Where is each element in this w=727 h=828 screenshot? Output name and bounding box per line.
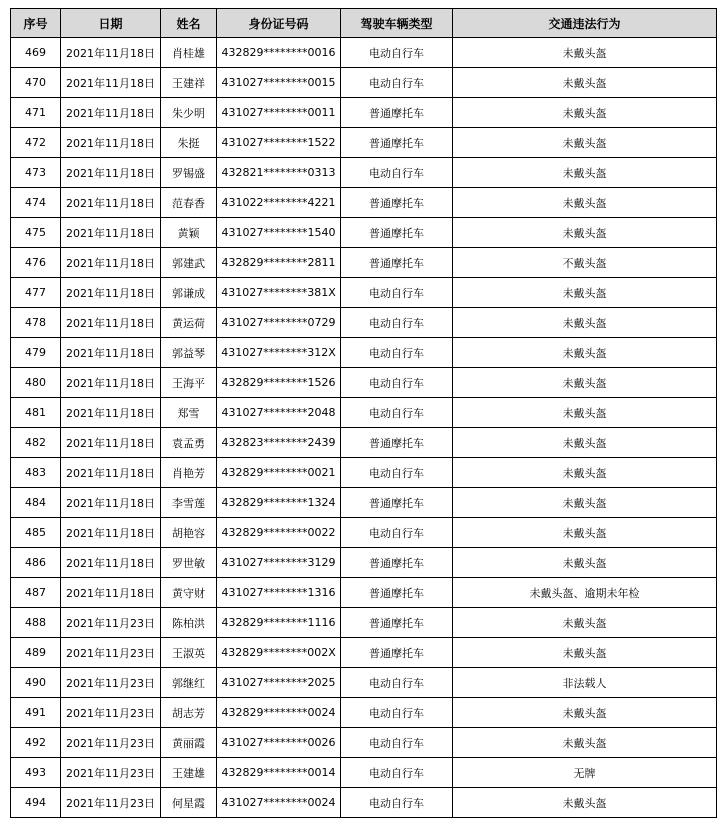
table-row <box>11 458 717 488</box>
cell-violation: 未戴头盔 <box>453 728 717 758</box>
cell-date: 2021年11月18日 <box>61 188 161 218</box>
cell-name: 王建祥 <box>161 68 217 98</box>
cell-index: 493 <box>11 758 61 788</box>
table-row <box>11 128 717 158</box>
cell-id-number: 432829********1324 <box>217 488 341 518</box>
cell-violation: 未戴头盔、逾期未年检 <box>453 578 717 608</box>
cell-name: 黄运荷 <box>161 308 217 338</box>
table-row <box>11 548 717 578</box>
table-body <box>11 38 717 818</box>
cell-violation: 未戴头盔 <box>453 338 717 368</box>
cell-index: 471 <box>11 98 61 128</box>
cell-name: 罗锡盛 <box>161 158 217 188</box>
table-row <box>11 98 717 128</box>
cell-id-number: 432823********2439 <box>217 428 341 458</box>
cell-date: 2021年11月23日 <box>61 788 161 818</box>
cell-vehicle-type: 普通摩托车 <box>341 608 453 638</box>
cell-date: 2021年11月18日 <box>61 398 161 428</box>
cell-date: 2021年11月18日 <box>61 368 161 398</box>
cell-id-number: 432829********0016 <box>217 38 341 68</box>
cell-date: 2021年11月18日 <box>61 68 161 98</box>
cell-violation: 未戴头盔 <box>453 68 717 98</box>
cell-vehicle-type: 普通摩托车 <box>341 638 453 668</box>
cell-date: 2021年11月18日 <box>61 218 161 248</box>
cell-violation: 不戴头盔 <box>453 248 717 278</box>
cell-date: 2021年11月23日 <box>61 668 161 698</box>
table-row <box>11 758 717 788</box>
cell-id-number: 431027********0024 <box>217 788 341 818</box>
cell-id-number: 432829********0021 <box>217 458 341 488</box>
cell-violation: 未戴头盔 <box>453 98 717 128</box>
cell-violation: 未戴头盔 <box>453 218 717 248</box>
cell-date: 2021年11月18日 <box>61 248 161 278</box>
cell-date: 2021年11月18日 <box>61 548 161 578</box>
cell-name: 郭继红 <box>161 668 217 698</box>
cell-violation: 未戴头盔 <box>453 608 717 638</box>
cell-id-number: 431027********1540 <box>217 218 341 248</box>
cell-id-number: 432829********1526 <box>217 368 341 398</box>
cell-name: 王海平 <box>161 368 217 398</box>
cell-date: 2021年11月23日 <box>61 608 161 638</box>
cell-vehicle-type: 电动自行车 <box>341 758 453 788</box>
cell-index: 479 <box>11 338 61 368</box>
cell-name: 黄守财 <box>161 578 217 608</box>
cell-id-number: 431027********2025 <box>217 668 341 698</box>
cell-vehicle-type: 普通摩托车 <box>341 488 453 518</box>
table-row <box>11 338 717 368</box>
cell-vehicle-type: 普通摩托车 <box>341 578 453 608</box>
cell-vehicle-type: 普通摩托车 <box>341 428 453 458</box>
cell-vehicle-type: 普通摩托车 <box>341 248 453 278</box>
header-vehicle-type: 驾驶车辆类型 <box>341 9 453 38</box>
cell-violation: 未戴头盔 <box>453 458 717 488</box>
cell-name: 何星霞 <box>161 788 217 818</box>
cell-date: 2021年11月18日 <box>61 158 161 188</box>
cell-name: 袁孟勇 <box>161 428 217 458</box>
cell-vehicle-type: 电动自行车 <box>341 278 453 308</box>
cell-index: 473 <box>11 158 61 188</box>
cell-vehicle-type: 普通摩托车 <box>341 98 453 128</box>
table-row <box>11 308 717 338</box>
cell-date: 2021年11月18日 <box>61 578 161 608</box>
cell-vehicle-type: 电动自行车 <box>341 158 453 188</box>
header-name: 姓名 <box>161 9 217 38</box>
header-id-number: 身份证号码 <box>217 9 341 38</box>
cell-index: 483 <box>11 458 61 488</box>
table-row <box>11 698 717 728</box>
cell-index: 476 <box>11 248 61 278</box>
cell-index: 478 <box>11 308 61 338</box>
cell-id-number: 431027********0011 <box>217 98 341 128</box>
cell-date: 2021年11月18日 <box>61 458 161 488</box>
cell-date: 2021年11月18日 <box>61 518 161 548</box>
table-row <box>11 728 717 758</box>
cell-vehicle-type: 电动自行车 <box>341 38 453 68</box>
cell-index: 491 <box>11 698 61 728</box>
cell-date: 2021年11月23日 <box>61 758 161 788</box>
table-row <box>11 608 717 638</box>
header-index: 序号 <box>11 9 61 38</box>
cell-vehicle-type: 电动自行车 <box>341 518 453 548</box>
cell-vehicle-type: 电动自行车 <box>341 698 453 728</box>
cell-vehicle-type: 普通摩托车 <box>341 548 453 578</box>
table-row <box>11 68 717 98</box>
cell-vehicle-type: 电动自行车 <box>341 788 453 818</box>
cell-date: 2021年11月18日 <box>61 428 161 458</box>
cell-name: 胡艳容 <box>161 518 217 548</box>
cell-vehicle-type: 普通摩托车 <box>341 128 453 158</box>
cell-vehicle-type: 电动自行车 <box>341 338 453 368</box>
cell-name: 郭益琴 <box>161 338 217 368</box>
cell-index: 494 <box>11 788 61 818</box>
table-row <box>11 518 717 548</box>
cell-index: 480 <box>11 368 61 398</box>
cell-index: 489 <box>11 638 61 668</box>
table-row <box>11 248 717 278</box>
cell-name: 胡志芳 <box>161 698 217 728</box>
cell-index: 488 <box>11 608 61 638</box>
cell-id-number: 431027********0015 <box>217 68 341 98</box>
cell-violation: 无牌 <box>453 758 717 788</box>
header-violation: 交通违法行为 <box>453 9 717 38</box>
cell-name: 郭谦成 <box>161 278 217 308</box>
cell-name: 王建雄 <box>161 758 217 788</box>
cell-violation: 未戴头盔 <box>453 518 717 548</box>
table-row <box>11 668 717 698</box>
cell-id-number: 431027********3129 <box>217 548 341 578</box>
table-row <box>11 158 717 188</box>
cell-name: 王淑英 <box>161 638 217 668</box>
cell-date: 2021年11月18日 <box>61 338 161 368</box>
cell-vehicle-type: 电动自行车 <box>341 398 453 428</box>
header-row <box>11 9 717 38</box>
cell-violation: 未戴头盔 <box>453 38 717 68</box>
cell-index: 474 <box>11 188 61 218</box>
cell-violation: 未戴头盔 <box>453 278 717 308</box>
table-row <box>11 398 717 428</box>
table-row <box>11 488 717 518</box>
cell-vehicle-type: 普通摩托车 <box>341 218 453 248</box>
cell-violation: 未戴头盔 <box>453 398 717 428</box>
table-row <box>11 38 717 68</box>
cell-id-number: 432821********0313 <box>217 158 341 188</box>
cell-id-number: 431027********0026 <box>217 728 341 758</box>
cell-id-number: 432829********2811 <box>217 248 341 278</box>
cell-violation: 非法载人 <box>453 668 717 698</box>
cell-id-number: 432829********0014 <box>217 758 341 788</box>
cell-index: 470 <box>11 68 61 98</box>
cell-id-number: 432829********0022 <box>217 518 341 548</box>
cell-name: 罗世敏 <box>161 548 217 578</box>
cell-violation: 未戴头盔 <box>453 638 717 668</box>
cell-violation: 未戴头盔 <box>453 308 717 338</box>
table-row <box>11 218 717 248</box>
violations-table <box>10 8 717 818</box>
cell-violation: 未戴头盔 <box>453 368 717 398</box>
cell-violation: 未戴头盔 <box>453 428 717 458</box>
cell-violation: 未戴头盔 <box>453 548 717 578</box>
cell-name: 肖艳芳 <box>161 458 217 488</box>
cell-name: 黄丽霞 <box>161 728 217 758</box>
cell-name: 范春香 <box>161 188 217 218</box>
table-row <box>11 578 717 608</box>
cell-index: 475 <box>11 218 61 248</box>
cell-date: 2021年11月23日 <box>61 638 161 668</box>
table-row <box>11 638 717 668</box>
cell-date: 2021年11月18日 <box>61 98 161 128</box>
cell-name: 朱少明 <box>161 98 217 128</box>
cell-index: 472 <box>11 128 61 158</box>
cell-violation: 未戴头盔 <box>453 188 717 218</box>
cell-date: 2021年11月18日 <box>61 488 161 518</box>
cell-index: 486 <box>11 548 61 578</box>
cell-date: 2021年11月18日 <box>61 278 161 308</box>
cell-name: 李雪莲 <box>161 488 217 518</box>
cell-vehicle-type: 电动自行车 <box>341 308 453 338</box>
cell-date: 2021年11月18日 <box>61 38 161 68</box>
table-row <box>11 428 717 458</box>
cell-date: 2021年11月18日 <box>61 308 161 338</box>
cell-id-number: 432829********002X <box>217 638 341 668</box>
table-row <box>11 368 717 398</box>
table-row <box>11 188 717 218</box>
table-row <box>11 278 717 308</box>
cell-index: 477 <box>11 278 61 308</box>
cell-vehicle-type: 电动自行车 <box>341 728 453 758</box>
cell-vehicle-type: 电动自行车 <box>341 68 453 98</box>
cell-violation: 未戴头盔 <box>453 488 717 518</box>
table-row <box>11 788 717 818</box>
cell-id-number: 431027********1316 <box>217 578 341 608</box>
header-date: 日期 <box>61 9 161 38</box>
cell-index: 485 <box>11 518 61 548</box>
cell-index: 487 <box>11 578 61 608</box>
cell-index: 481 <box>11 398 61 428</box>
cell-id-number: 431027********0729 <box>217 308 341 338</box>
cell-name: 朱挺 <box>161 128 217 158</box>
cell-id-number: 431027********312X <box>217 338 341 368</box>
cell-index: 469 <box>11 38 61 68</box>
cell-id-number: 431027********1522 <box>217 128 341 158</box>
cell-index: 482 <box>11 428 61 458</box>
cell-vehicle-type: 电动自行车 <box>341 668 453 698</box>
cell-id-number: 431027********2048 <box>217 398 341 428</box>
cell-name: 陈柏洪 <box>161 608 217 638</box>
cell-name: 郑雪 <box>161 398 217 428</box>
cell-vehicle-type: 普通摩托车 <box>341 188 453 218</box>
cell-name: 肖桂雄 <box>161 38 217 68</box>
cell-index: 492 <box>11 728 61 758</box>
cell-id-number: 432829********1116 <box>217 608 341 638</box>
cell-date: 2021年11月23日 <box>61 728 161 758</box>
cell-id-number: 431027********381X <box>217 278 341 308</box>
cell-date: 2021年11月23日 <box>61 698 161 728</box>
cell-id-number: 431022********4221 <box>217 188 341 218</box>
cell-violation: 未戴头盔 <box>453 158 717 188</box>
cell-name: 郭建武 <box>161 248 217 278</box>
cell-vehicle-type: 电动自行车 <box>341 368 453 398</box>
cell-violation: 未戴头盔 <box>453 128 717 158</box>
cell-index: 490 <box>11 668 61 698</box>
cell-name: 黄颖 <box>161 218 217 248</box>
cell-index: 484 <box>11 488 61 518</box>
cell-date: 2021年11月18日 <box>61 128 161 158</box>
cell-id-number: 432829********0024 <box>217 698 341 728</box>
cell-vehicle-type: 电动自行车 <box>341 458 453 488</box>
cell-violation: 未戴头盔 <box>453 788 717 818</box>
cell-violation: 未戴头盔 <box>453 698 717 728</box>
